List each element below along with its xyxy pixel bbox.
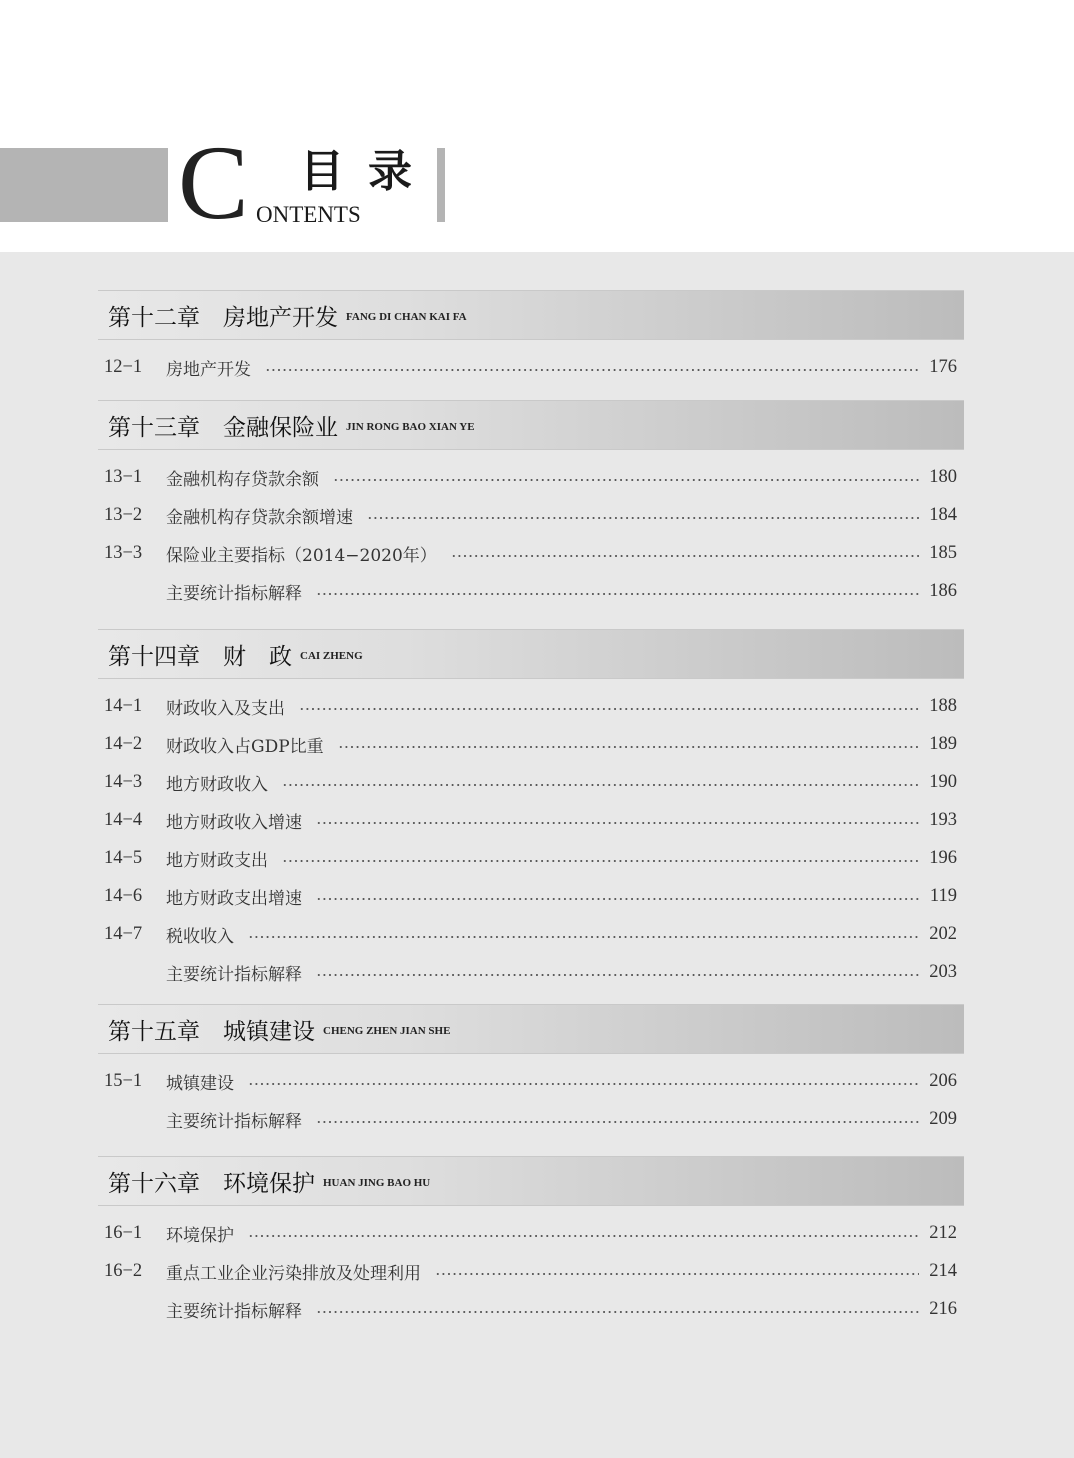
entry-title: 主要统计指标解释 [166,583,302,604]
entry-page-number: 189 [929,733,957,754]
entry-page-number: 202 [929,923,957,944]
entry-title: 房地产开发 [166,359,251,380]
entry-number: 14−3 [104,771,143,792]
header-decor-bar-left [0,148,168,222]
entry-title: 地方财政支出 [166,850,268,871]
toc-entry[interactable] [104,883,957,909]
toc-entry[interactable] [104,769,957,795]
entry-page-number: 214 [929,1260,957,1281]
header-big-letter: C [178,124,247,241]
entry-page-number: 203 [929,961,957,982]
entry-number: 14−1 [104,695,143,716]
entry-page-number: 209 [929,1108,957,1129]
dot-leader [248,1234,919,1238]
toc-entry[interactable] [104,1220,957,1246]
dot-leader [338,745,919,749]
dot-leader [299,707,919,711]
entry-page-number: 184 [929,504,957,525]
dot-leader [435,1272,919,1276]
chapter-heading[interactable] [98,290,964,340]
chapter-heading[interactable] [98,1156,964,1206]
header-title-en: ONTENTS [256,202,361,227]
entry-number: 12−1 [104,356,143,377]
entry-title: 地方财政收入 [166,774,268,795]
entry-page-number: 119 [929,885,957,906]
header-decor-bar-right [437,148,445,222]
toc-entry[interactable] [104,959,957,985]
toc-entry[interactable] [104,1258,957,1284]
entry-number: 13−1 [104,466,143,487]
chapter-title: 第十三章 金融保险业 [108,414,338,441]
entry-number: 16−1 [104,1222,143,1243]
dot-leader [248,935,919,939]
entry-title: 地方财政收入增速 [166,812,302,833]
entry-title: 金融机构存贷款余额增速 [166,507,353,528]
dot-leader [282,783,919,787]
chapter-title: 第十五章 城镇建设 [108,1018,315,1045]
toc-entry[interactable] [104,502,957,528]
dot-leader [316,1310,919,1314]
toc-entry[interactable] [104,731,957,757]
dot-leader [316,592,919,596]
chapter-pinyin: JIN RONG BAO XIAN YE [346,421,475,433]
entry-title: 地方财政支出增速 [166,888,302,909]
toc-entry[interactable] [104,1068,957,1094]
chapter-title: 第十四章 财 政 [108,643,292,670]
entry-title: 保险业主要指标（2014−2020年） [166,545,437,566]
dot-leader [367,516,919,520]
entry-page-number: 180 [929,466,957,487]
dot-leader [451,554,919,558]
entry-number: 14−7 [104,923,143,944]
entry-title: 环境保护 [166,1225,234,1246]
toc-entry[interactable] [104,464,957,490]
entry-number: 14−2 [104,733,143,754]
chapter-title: 第十二章 房地产开发 [108,304,338,331]
entry-number: 13−3 [104,542,143,563]
dot-leader [316,973,919,977]
entry-title: 财政收入及支出 [166,698,285,719]
entry-number: 13−2 [104,504,143,525]
entry-page-number: 216 [929,1298,957,1319]
entry-page-number: 193 [929,809,957,830]
entry-title: 财政收入占GDP比重 [166,736,324,757]
chapter-pinyin: FANG DI CHAN KAI FA [346,311,467,323]
entry-number: 16−2 [104,1260,143,1281]
dot-leader [333,478,919,482]
entry-page-number: 196 [929,847,957,868]
toc-entry[interactable] [104,807,957,833]
entry-page-number: 176 [929,356,957,377]
toc-entry[interactable] [104,540,957,566]
entry-number: 14−4 [104,809,143,830]
entry-number: 15−1 [104,1070,143,1091]
entry-page-number: 206 [929,1070,957,1091]
entry-number: 14−5 [104,847,143,868]
chapter-heading[interactable] [98,1004,964,1054]
toc-entry[interactable] [104,354,957,380]
dot-leader [316,821,919,825]
chapter-title: 第十六章 环境保护 [108,1170,315,1197]
toc-entry[interactable] [104,845,957,871]
entry-page-number: 186 [929,580,957,601]
entry-title: 主要统计指标解释 [166,1301,302,1322]
entry-title: 金融机构存贷款余额 [166,469,319,490]
entry-page-number: 190 [929,771,957,792]
chapter-heading[interactable] [98,400,964,450]
entry-title: 主要统计指标解释 [166,1111,302,1132]
chapter-pinyin: CAI ZHENG [300,650,363,662]
dot-leader [282,859,919,863]
chapter-pinyin: HUAN JING BAO HU [323,1177,431,1189]
entry-page-number: 212 [929,1222,957,1243]
dot-leader [316,1120,919,1124]
entry-title: 税收收入 [166,926,234,947]
toc-content-area [0,252,1074,1458]
toc-entry[interactable] [104,578,957,604]
header-title-cn: 目录 [300,146,436,197]
dot-leader [265,368,919,372]
toc-entry[interactable] [104,1296,957,1322]
entry-title: 主要统计指标解释 [166,964,302,985]
chapter-heading[interactable] [98,629,964,679]
entry-number: 14−6 [104,885,143,906]
entry-title: 重点工业企业污染排放及处理利用 [166,1263,421,1284]
dot-leader [248,1082,919,1086]
chapter-pinyin: CHENG ZHEN JIAN SHE [323,1025,451,1037]
toc-entry[interactable] [104,693,957,719]
dot-leader [316,897,919,901]
toc-entry[interactable] [104,921,957,947]
entry-page-number: 185 [929,542,957,563]
toc-entry[interactable] [104,1106,957,1132]
entry-title: 城镇建设 [166,1073,234,1094]
entry-page-number: 188 [929,695,957,716]
